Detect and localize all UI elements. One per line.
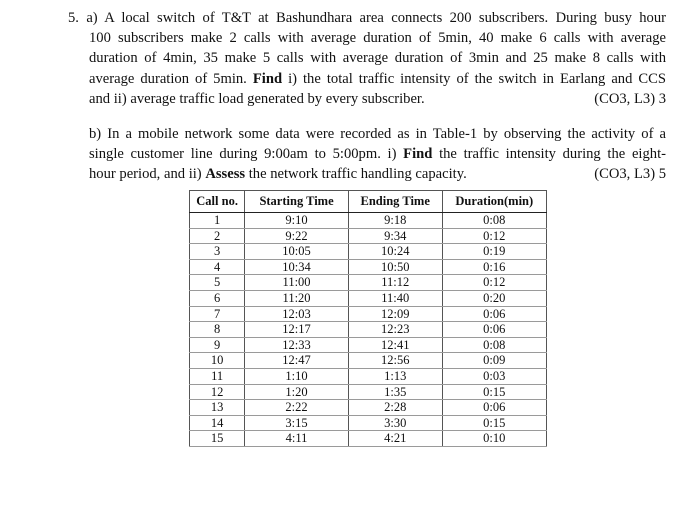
cell-ending-time: 2:28 [348,400,442,416]
cell-ending-time: 12:41 [348,337,442,353]
question-5a-last-text: and ii) average traffic load generated by every subscriber. [89,90,425,107]
cell-call-no: 1 [190,213,245,229]
find-keyword: Find [403,146,433,163]
table-row [190,228,547,244]
question-5b-text: the network traffic handling capacity. [248,166,467,183]
cell-ending-time: 12:23 [348,322,442,338]
table-row [190,275,547,291]
table-row [190,290,547,306]
question-5a-find-text: i) the total traffic intensity of the switch in Earlang and CCS [288,70,666,87]
cell-call-no: 10 [190,353,245,369]
cell-starting-time: 9:22 [245,228,349,244]
cell-ending-time: 12:09 [348,306,442,322]
cell-duration: 0:06 [442,400,546,416]
question-5a-line [68,69,666,89]
cell-starting-time: 12:47 [245,353,349,369]
cell-starting-time: 1:20 [245,384,349,400]
cell-starting-time: 9:10 [245,213,349,229]
question-5a-line: 100 subscribers make 2 calls with average duration of 5min, 40 make 6 calls with average [89,30,666,47]
table-row [190,337,547,353]
find-keyword: Find [252,70,283,87]
table-row [190,384,547,400]
cell-ending-time: 3:30 [348,415,442,431]
cell-call-no: 8 [190,322,245,338]
question-5b-marks-tag: (CO3, L3) 5 [594,166,666,183]
table-row [190,368,547,384]
table-header-row [190,191,547,213]
call-records-table [189,190,547,447]
cell-duration: 0:16 [442,259,546,275]
cell-starting-time: 10:34 [245,259,349,275]
question-5b-last-line [89,164,666,184]
cell-starting-time: 10:05 [245,244,349,260]
cell-call-no: 7 [190,306,245,322]
cell-ending-time: 11:40 [348,290,442,306]
cell-call-no: 9 [190,337,245,353]
cell-duration: 0:19 [442,244,546,260]
cell-duration: 0:08 [442,213,546,229]
cell-duration: 0:10 [442,431,546,447]
cell-call-no: 12 [190,384,245,400]
cell-duration: 0:06 [442,322,546,338]
cell-starting-time: 3:15 [245,415,349,431]
table-row [190,306,547,322]
question-5a-line-text: average duration of 5min. [89,70,247,87]
cell-duration: 0:12 [442,228,546,244]
cell-call-no: 13 [190,400,245,416]
cell-ending-time: 9:18 [348,213,442,229]
question-5b-line [89,144,666,164]
question-5a-line: 5. a) A local switch of T&T at Bashundhara area connects 200 subscribers. During busy hour [68,10,666,26]
question-5a [68,8,666,109]
cell-ending-time: 4:21 [348,431,442,447]
header-ending-time: Ending Time [348,191,442,213]
cell-ending-time: 10:50 [348,259,442,275]
cell-call-no: 2 [190,228,245,244]
assess-keyword: Assess [205,166,246,183]
cell-call-no: 14 [190,415,245,431]
question-5a-line: duration of 4min, 35 make 5 calls with average duration of 3min and 25 make 8 calls with [89,50,666,67]
question-5b-text: the traffic intensity during the eight- [439,146,666,163]
table-row [190,244,547,260]
question-5b-text: single customer line during 9:00am to 5:00pm. i) [89,146,397,163]
question-5b [89,124,666,185]
cell-starting-time: 2:22 [245,400,349,416]
cell-starting-time: 1:10 [245,368,349,384]
cell-duration: 0:12 [442,275,546,291]
table-row [190,415,547,431]
question-5a-last-line [68,89,666,109]
cell-duration: 0:08 [442,337,546,353]
cell-duration: 0:06 [442,306,546,322]
cell-call-no: 3 [190,244,245,260]
cell-starting-time: 12:03 [245,306,349,322]
table-row [190,400,547,416]
header-duration: Duration(min) [442,191,546,213]
cell-call-no: 5 [190,275,245,291]
cell-ending-time: 12:56 [348,353,442,369]
cell-starting-time: 4:11 [245,431,349,447]
cell-call-no: 11 [190,368,245,384]
cell-ending-time: 10:24 [348,244,442,260]
cell-call-no: 4 [190,259,245,275]
table-row [190,322,547,338]
table-row [190,431,547,447]
question-5b-text: hour period, and ii) [89,166,202,183]
header-call-no: Call no. [190,191,245,213]
cell-call-no: 15 [190,431,245,447]
cell-duration: 0:03 [442,368,546,384]
cell-ending-time: 9:34 [348,228,442,244]
cell-ending-time: 1:13 [348,368,442,384]
table-row [190,353,547,369]
table-body [190,213,547,447]
cell-call-no: 6 [190,290,245,306]
table-row [190,259,547,275]
cell-ending-time: 11:12 [348,275,442,291]
cell-starting-time: 11:20 [245,290,349,306]
cell-duration: 0:15 [442,384,546,400]
cell-ending-time: 1:35 [348,384,442,400]
question-5a-marks-tag: (CO3, L3) 3 [594,90,666,107]
table-row [190,213,547,229]
header-starting-time: Starting Time [245,191,349,213]
cell-duration: 0:15 [442,415,546,431]
cell-starting-time: 12:17 [245,322,349,338]
cell-duration: 0:20 [442,290,546,306]
cell-starting-time: 12:33 [245,337,349,353]
cell-starting-time: 11:00 [245,275,349,291]
question-5b-line: b) In a mobile network some data were recorded as in Table-1 by observing the activity of a [89,126,666,142]
cell-duration: 0:09 [442,353,546,369]
